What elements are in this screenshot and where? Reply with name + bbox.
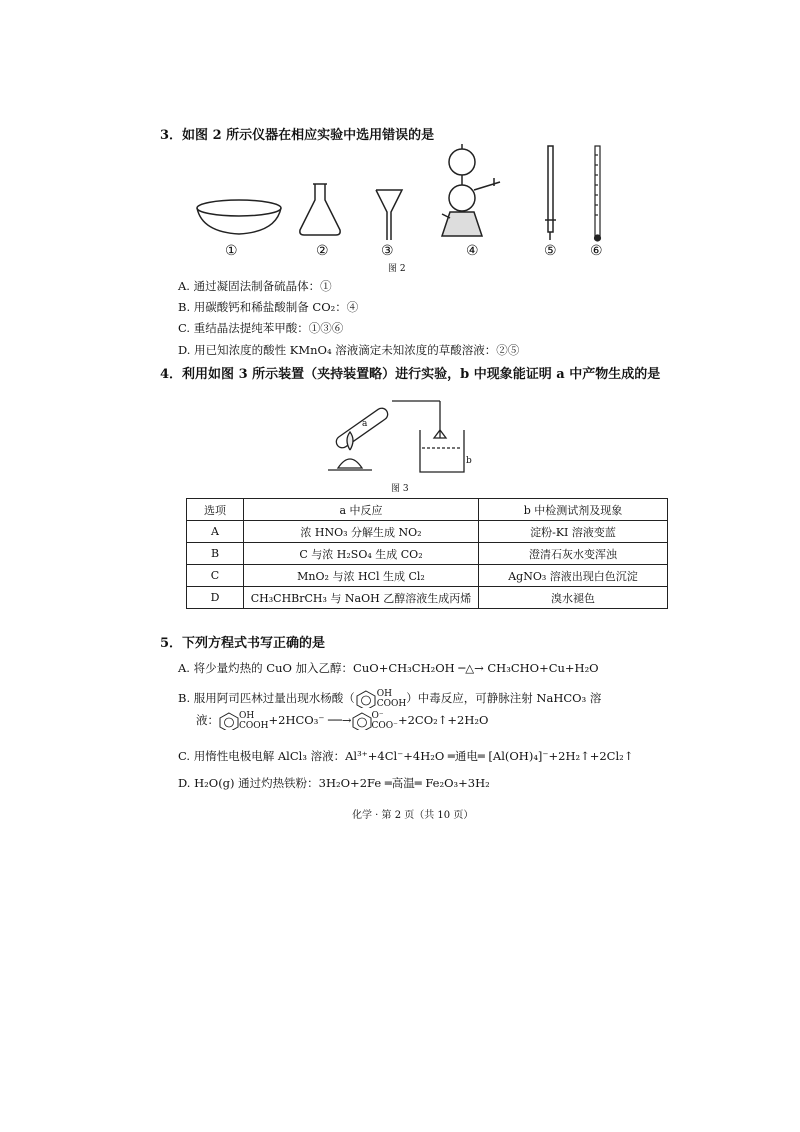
q3-caption: 图 2 (388, 264, 406, 274)
q5-option-b-tail: ）中毒反应，可静脉注射 NaHCO₃ 溶 (406, 691, 602, 705)
table-cell: D (187, 587, 244, 609)
conical-flask-icon (300, 184, 340, 235)
q5-title: 5．下列方程式书写正确的是 (160, 636, 326, 651)
q3-label-1: ① (225, 243, 238, 259)
table-cell: 溴水褪色 (479, 587, 668, 609)
q3-option-a: A. 通过凝固法制备硫晶体：① (178, 279, 332, 293)
q4-label-a: a (362, 419, 368, 429)
q3-label-3: ③ (381, 243, 394, 259)
beaker-icon (420, 430, 464, 472)
q3-option-c: C. 重结晶法提纯苯甲酸：①③⑥ (178, 321, 344, 335)
table-header-row (187, 499, 668, 521)
table-row (187, 543, 668, 565)
q3-label-2: ② (316, 243, 329, 259)
alcohol-lamp-icon (328, 432, 372, 470)
q3-label-5: ⑤ (544, 243, 557, 259)
q3-option-d: D. 用已知浓度的酸性 KMnO₄ 溶液滴定未知浓度的草酸溶液：②⑤ (178, 343, 520, 357)
q4-title: 4．利用如图 3 所示装置（夹持装置略）进行实验，b 中现象能证明 a 中产物生成的是 (160, 367, 661, 382)
q3-title: 3．如图 2 所示仪器在相应实验中选用错误的是 (160, 128, 435, 143)
struct-cooh: COOH (239, 721, 269, 731)
benzene-ring-icon (352, 712, 372, 730)
struct-cooh: COOH (376, 699, 407, 709)
struct-oh: OH (376, 689, 392, 699)
struct-o: O⁻ (371, 711, 384, 721)
table-row (187, 521, 668, 543)
q4-table (186, 498, 668, 609)
table-row (187, 587, 668, 609)
struct-oh: OH (239, 711, 255, 721)
q5-option-b-text: B. 服用阿司匹林过量出现水杨酸（ (178, 691, 355, 705)
q5-option-c: C. 用惰性电极电解 AlCl₃ 溶液：Al³⁺+4Cl⁻+4H₂O ═通电═ [Al(OH)₄]⁻+2H₂↑+2Cl₂↑ (178, 749, 634, 763)
q5-option-b-line2 (196, 711, 488, 731)
table-cell: 淀粉-KI 溶液变蓝 (479, 521, 668, 543)
q5-option-b-line1 (178, 689, 601, 709)
kipp-apparatus-icon (442, 144, 500, 236)
q5-option-b2-tail: +2CO₂↑+2H₂O (397, 713, 489, 727)
table-cell: AgNO₃ 溶液出现白色沉淀 (479, 565, 668, 587)
benzene-ring-icon (355, 690, 377, 708)
table-cell: A (187, 521, 244, 543)
evaporating-dish-icon (197, 200, 281, 234)
table-cell: 浓 HNO₃ 分解生成 NO₂ (244, 521, 479, 543)
table-cell: C (187, 565, 244, 587)
thermometer-icon (595, 146, 601, 241)
q5-option-a: A. 将少量灼热的 CuO 加入乙醇：CuO+CH₃CH₂OH ─△→ CH₃CHO+Cu+H₂O (178, 661, 599, 675)
page-footer: 化学 · 第 2 页（共 10 页） (352, 810, 474, 821)
q3-label-6: ⑥ (590, 243, 603, 259)
burette-icon (545, 146, 556, 240)
table-cell: MnO₂ 与浓 HCl 生成 Cl₂ (244, 565, 479, 587)
table-cell: CH₃CHBrCH₃ 与 NaOH 乙醇溶液生成丙烯 (244, 587, 479, 609)
table-cell: 澄清石灰水变浑浊 (479, 543, 668, 565)
table-row (187, 565, 668, 587)
q5-option-b2-head: 液： (196, 713, 219, 727)
table-header: b 中检测试剂及现象 (479, 499, 668, 521)
q5-option-d: D. H₂O(g) 通过灼热铁粉：3H₂O+2Fe ═高温═ Fe₂O₃+3H₂ (178, 776, 490, 790)
table-header: 选项 (187, 499, 244, 521)
table-cell: B (187, 543, 244, 565)
q4-caption: 图 3 (391, 484, 409, 494)
struct-coo: COO⁻ (371, 721, 398, 731)
q3-option-b: B. 用碳酸钙和稀盐酸制备 CO₂：④ (178, 300, 359, 314)
table-cell: C 与浓 H₂SO₄ 生成 CO₂ (244, 543, 479, 565)
q3-label-4: ④ (466, 243, 479, 259)
q5-option-b2-mid: +2HCO₃⁻ ──→ (268, 713, 352, 727)
funnel-icon (376, 190, 402, 240)
table-header: a 中反应 (244, 499, 479, 521)
benzene-ring-icon (219, 712, 239, 730)
q4-label-b: b (466, 456, 472, 466)
